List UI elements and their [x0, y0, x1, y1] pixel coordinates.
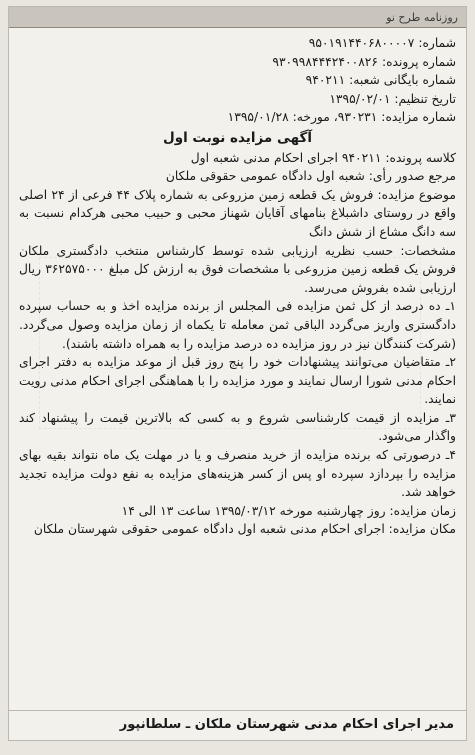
- condition-3: ۳ـ مزایده از قیمت کارشناسی شروع و به کسی که بالاترین قیمت را پیشنهاد کند واگذار می‌شود.: [19, 410, 456, 444]
- notice-body: [9, 28, 466, 539]
- auction-subject: موضوع مزایده: فروش یک قطعه زمین مزروعی به شماره پلاک ۴۴ فرعی از ۲۴ اصلی واقع در روستای داشبلاغ بنامهای آقایان شهناز محبی و حبیب محبی هرکدام نسبت به سه دانگ مشاع از شش دانگ: [19, 187, 456, 239]
- condition-4: ۴ـ درصورتی که برنده مزایده از خرید منصرف و یا در مهلت یک ماه نتواند بقیه بهای مزایده را بپردازد سپرده او پس از کسر هزینه‌های مزایده به نفع دولت مزایده تجدید خواهد شد.: [19, 448, 456, 500]
- condition-2: ۲ـ متقاضیان می‌توانند پیشنهادات خود را پنج روز قبل از موعد مزایده به دفتر اجرای احکام مدنی شورا ارسال نمایند و مورد مزایده را با هماهنگی اجرای احکام مدنی رویت نمایند.: [19, 355, 456, 407]
- newspaper-clipping: [8, 6, 467, 741]
- ruling-authority: مرجع صدور رأی: شعبه اول دادگاه عمومی حقوقی ملکان: [165, 169, 456, 184]
- condition-1: ۱ـ ده درصد از کل ثمن مزایده فی المجلس از برنده مزایده اخذ و به حساب سپرده دادگستری واریز می‌گردد الباقی ثمن معامله تا یکماه از زمان مزایده وصول می‌گردد.(شرکت کنندگان نیز در روز مزایده ده درصد مزایده را به همراه داشته باشند).: [19, 299, 456, 351]
- issue-date: تاریخ تنظیم: ۱۳۹۵/۰۲/۰۱: [329, 91, 456, 106]
- auction-location: مکان مزایده: اجرای احکام مدنی شعبه اول دادگاه عمومی حقوقی شهرستان ملکان: [33, 522, 456, 537]
- newspaper-header-bar: [9, 7, 466, 28]
- property-specs: مشخصات: حسب نظریه ارزیابی شده توسط کارشناس منتخب دادگستری ملکان فروش یک قطعه زمین مزروعی با مشخصات فوق به ارزش کل مبلغ ۳۶۲۵۷۵۰۰۰ ریال ارزیابی شده بفروش می‌رسد.: [19, 243, 456, 295]
- archive-number: شماره بایگانی شعبه: ۹۴۰۲۱۱: [305, 73, 456, 88]
- auction-time: زمان مزایده: روز چهارشنبه مورخه ۱۳۹۵/۰۳/۱۲ ساعت ۱۳ الی ۱۴: [121, 503, 456, 518]
- newspaper-name: روزنامه طرح نو: [386, 10, 458, 24]
- auction-number: شماره مزایده: ۹۳۰۲۳۱، مورخه: ۱۳۹۵/۰۱/۲۸: [227, 110, 456, 125]
- notice-title: آگهی مزایده نوبت اول: [163, 129, 312, 146]
- case-number: شماره پرونده: ۹۳۰۹۹۸۴۴۴۲۴۰۰۸۲۶: [272, 54, 456, 69]
- case-class: کلاسه پرونده: ۹۴۰۲۱۱ اجرای احکام مدنی شعبه اول: [190, 150, 456, 165]
- signature-line: مدیر اجرای احکام مدنی شهرستان ملکان ـ سلطانپور: [9, 710, 466, 740]
- document-number: شماره: ۹۵۰۱۹۱۴۴۰۶۸۰۰۰۰۷: [308, 36, 456, 50]
